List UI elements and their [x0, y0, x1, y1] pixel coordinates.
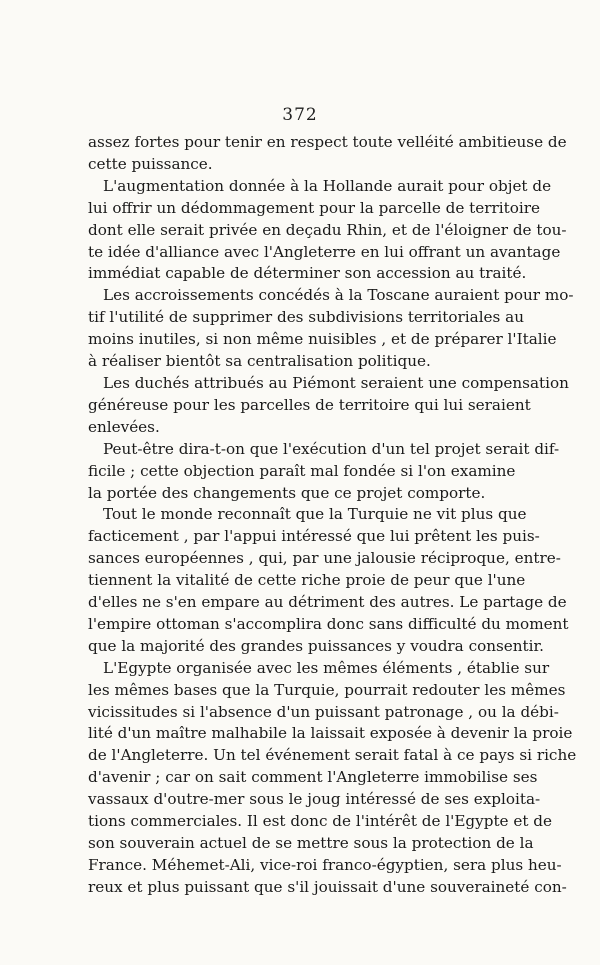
text-line: assez fortes pour tenir en respect toute velléité ambitieuse de	[88, 133, 567, 151]
text-line: te idée d'alliance avec l'Angleterre en lui offrant un avantage	[88, 242, 561, 261]
page-number: 372	[282, 105, 318, 125]
text-line: à réaliser bientôt sa centralisation politique.	[88, 352, 431, 371]
text-line: reux et plus puissant que s'il jouissait d'une souveraineté con-	[88, 877, 567, 896]
text-line: sances européennes , qui, par une jalousie réciproque, entre-	[88, 549, 561, 568]
text-line: immédiat capable de déterminer son accession au traité.	[88, 264, 527, 283]
text-line: facticement , par l'appui intéressé que lui prêtent les puis-	[88, 527, 540, 546]
text-line: vicissitudes si l'absence d'un puissant patronage , ou la débi-	[88, 702, 559, 721]
text-line: tif l'utilité de supprimer des subdivisions territoriales au	[88, 308, 525, 327]
text-line: l'empire ottoman s'accomplira donc sans difficulté du moment	[88, 614, 569, 633]
text-line: enlevées.	[88, 417, 160, 436]
text-line: généreuse pour les parcelles de territoire qui lui seraient	[88, 395, 531, 414]
text-line: son souverain actuel de se mettre sous la protection de la	[88, 834, 534, 852]
text-line: de l'Angleterre. Un tel événement serait fatal à ce pays si riche	[88, 746, 577, 765]
text-line: moins inutiles, si non même nuisibles , et de préparer l'Italie	[88, 330, 557, 349]
text-line: d'avenir ; car on sait comment l'Angleterre immobilise ses	[88, 768, 538, 787]
text-line: ficile ; cette objection paraît mal fondée si l'on examine	[88, 461, 516, 480]
text-line: L'Egypte organisée avec les mêmes éléments , établie sur	[103, 658, 550, 677]
text-line: Les duchés attribués au Piémont seraient une compensation	[103, 373, 569, 392]
text-line: Peut-être dira-t-on que l'exécution d'un tel projet serait dif-	[103, 439, 560, 458]
text-line: cette puissance.	[88, 154, 213, 173]
text-line: Tout le monde reconnaît que la Turquie ne vit plus que	[103, 505, 527, 524]
text-line: Les accroissements concédés à la Toscane auraient pour mo-	[103, 286, 574, 305]
text-line: que la majorité des grandes puissances y voudra consentir.	[88, 636, 544, 655]
text-line: L'augmentation donnée à la Hollande aurait pour objet de	[103, 176, 552, 195]
text-line: France. Méhemet-Ali, vice-roi franco-égyptien, sera plus heu-	[88, 855, 562, 874]
text-line: les mêmes bases que la Turquie, pourrait redouter les mêmes	[88, 680, 566, 699]
text-line: tiennent la vitalité de cette riche proie de peur que l'une	[88, 571, 526, 590]
text-line: lui offrir un dédommagement pour la parcelle de territoire	[88, 198, 540, 217]
text-line: tions commerciales. Il est donc de l'intérêt de l'Egypte et de	[88, 812, 553, 831]
text-line: vassaux d'outre-mer sous le joug intéressé de ses exploita-	[88, 790, 541, 809]
text-line: lité d'un maître malhabile la laissait exposée à devenir la proie	[88, 724, 573, 743]
text-line: d'elles ne s'en empare au détriment des autres. Le partage de	[88, 593, 567, 612]
text-line: dont elle serait privée en deçadu Rhin, et de l'éloigner de tou-	[88, 220, 567, 239]
text-line: la portée des changements que ce projet comporte.	[88, 483, 486, 502]
body-text	[88, 132, 577, 899]
